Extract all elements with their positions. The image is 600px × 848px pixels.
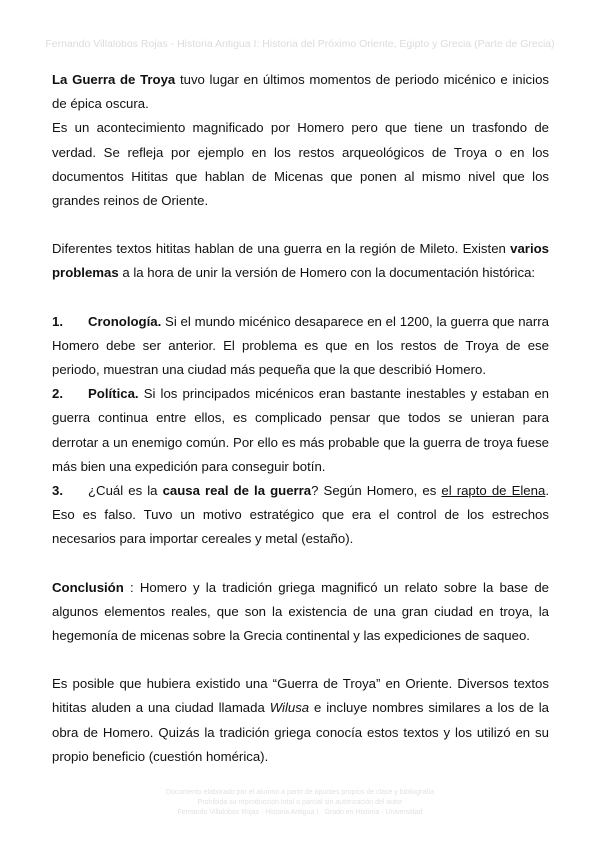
intro-title: La Guerra de Troya	[52, 72, 176, 87]
footer-line: Prohibida su reproducción total o parcial sin autorización del autor	[197, 799, 403, 806]
list-item-text: Si el mundo micénico desaparece en el 1200, la guerra que narra Homero debe ser anterior. El problema es que en los restos de Troya de ese periodo, muestran una ciudad más pequeña que la que describió Homero.	[52, 313, 549, 378]
problems-intro-after: a la hora de unir la versión de Homero con la documentación histórica:	[118, 265, 536, 281]
list-item-cause	[52, 479, 549, 552]
list-item-title: Cronología.	[88, 313, 162, 329]
context-paragraph: Es un acontecimiento magnificado por Homero pero que tiene un trasfondo de verdad. Se refleja por ejemplo en los restos arqueológicos de Troya o en los documentos Hititas que hablan de Micenas que ponen al mismo nivel que los grandes reinos de Oriente.	[52, 120, 549, 209]
document-body	[52, 68, 549, 769]
conclusion-text: : Homero y la tradición griega magnificó un relato sobre la base de algunos elementos reales, que son la existencia de una gran ciudad en troya, la hegemonía de micenas sobre la Grecia continental y las expediciones de saqueo.	[52, 579, 549, 644]
list-item-politics	[52, 382, 549, 479]
problems-intro-paragraph	[52, 237, 549, 285]
final-before: Es posible que hubiera existido una “Guerra de Troya” en Oriente. Diversos textos hititas aluden a una ciudad llamada	[52, 676, 549, 716]
footer-line: Documento elaborado por el alumno a partir de apuntes propios de clase y bibliografía	[165, 789, 435, 796]
intro-text: tuvo lugar en últimos momentos de periodo micénico e inicios de épica oscura.	[52, 72, 550, 112]
page-header: Fernando Villalobos Rojas - Historia Antigua I: Historia del Próximo Oriente, Egipto y Grecia (Parte de Grecia)	[45, 38, 555, 50]
list-item-text-middle: ? Según Homero, es	[311, 483, 442, 499]
spacer	[52, 213, 549, 237]
conclusion-paragraph	[52, 576, 549, 649]
list-item-text-before: ¿Cuál es la	[88, 483, 163, 499]
list-item-text-after: . Eso es falso. Tuvo un motivo estratégico que era el control de los estrechos necesarios para importar cereales y metal (estaño).	[52, 483, 549, 547]
final-after: e incluye nombres similares a los de la obra de Homero. Quizás la tradición griega conocía estos textos y los utilizó en su propio beneficio (cuestión homérica).	[52, 700, 549, 764]
final-paragraph	[52, 672, 549, 769]
list-item-title: Política.	[88, 386, 139, 402]
spacer	[52, 552, 549, 576]
problems-intro-bold: varios problemas	[52, 241, 549, 281]
list-number: 2.	[52, 386, 63, 402]
problems-intro-before: Diferentes textos hititas hablan de una guerra en la región de Mileto. Existen	[52, 241, 511, 257]
list-number: 1.	[52, 313, 63, 329]
footer-line: Fernando Villalobos Rojas · Historia Antigua I · Grado en Historia · Universidad	[177, 809, 423, 816]
spacer	[52, 648, 549, 672]
list-item-text: Si los principados micénicos eran bastante inestables y estaban en guerra continua entre ellos, es complicado pensar que todos se unieran para derrotar a un enemigo común. Por ello es más probable que la guerra de troya fuese más bien una expedición para conseguir botín.	[52, 386, 549, 474]
list-item-chronology	[52, 310, 549, 383]
spacer	[52, 286, 549, 310]
final-italic: Wilusa	[269, 700, 310, 716]
conclusion-title: Conclusión	[52, 579, 124, 595]
intro-paragraph	[52, 68, 549, 116]
list-item-bold: causa real de la guerra	[162, 483, 312, 499]
list-item-underlined: el rapto de Elena	[441, 483, 546, 499]
list-number: 3.	[52, 483, 63, 499]
page-footer	[0, 788, 600, 818]
